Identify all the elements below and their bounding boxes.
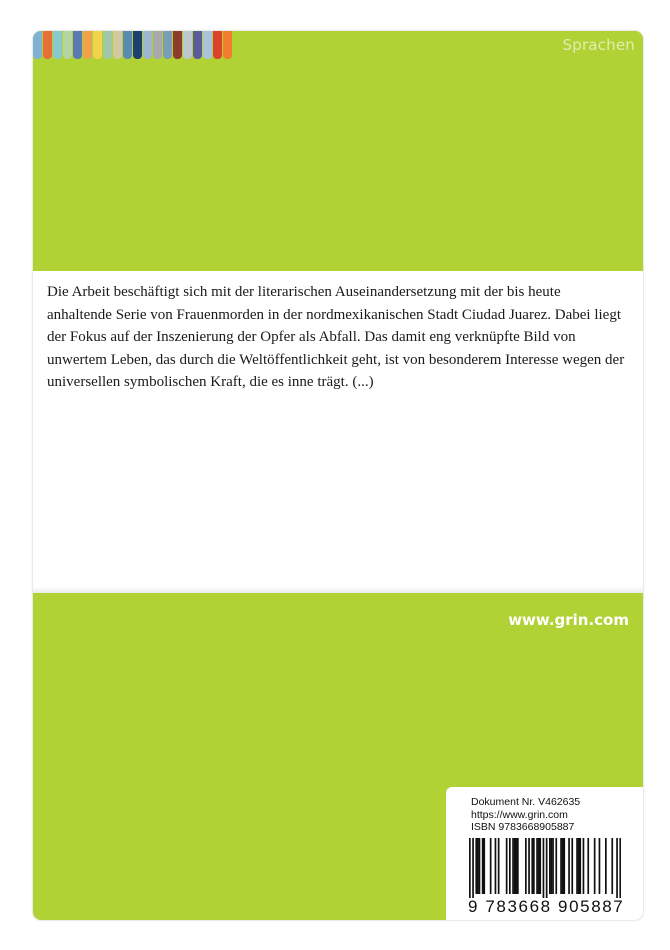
series-stripe (163, 31, 172, 59)
barcode-bar (578, 838, 580, 894)
barcode-bar (477, 838, 479, 894)
book-blurb: Die Arbeit beschäftigt sich mit der literarischen Auseinandersetzung mit der bis heute anhaltende Serie von Frauenmorden in der nordmexikanischen Stadt Ciudad Juarez. Dabei liegt der Fokus auf der Inszenierung der Opfer als Abfall. Das damit eng verknüpfte Bild von unwertem Leben, das durch die Weltöffentlichkeit geht, ist von besonderem Interesse wegen der universellen symbolischen Kraft, die es inne trägt. (...) (47, 284, 625, 390)
series-stripe (83, 31, 92, 59)
series-stripe (133, 31, 142, 59)
document-info (471, 796, 580, 834)
barcode-bar (506, 838, 508, 894)
barcode-bar (552, 838, 554, 894)
series-stripe (213, 31, 222, 59)
barcode-bar (469, 838, 471, 898)
barcode-bar (509, 838, 511, 894)
barcode-bar (528, 838, 530, 894)
series-stripe (93, 31, 102, 59)
barcode-bar (475, 838, 477, 894)
barcode-bar (539, 838, 541, 894)
barcode-bar (616, 838, 618, 898)
barcode-bar (498, 838, 500, 894)
isbn-line: ISBN 9783668905887 (471, 821, 575, 833)
barcode-bar (576, 838, 578, 894)
series-stripe (153, 31, 162, 59)
barcode-bar (546, 838, 548, 898)
barcode-bar (472, 838, 474, 898)
barcode-bar (515, 838, 517, 894)
barcode-bar (536, 838, 538, 894)
barcode-bar (563, 838, 565, 894)
series-stripe (73, 31, 82, 59)
series-stripe (203, 31, 212, 59)
barcode-bar (583, 838, 585, 894)
series-stripe (183, 31, 192, 59)
barcode-digits: 9 783668 905887 (468, 897, 625, 916)
series-stripe (53, 31, 62, 59)
document-url: https://www.grin.com (471, 808, 568, 821)
barcode-bar (512, 838, 514, 894)
series-label: Sprachen (562, 36, 635, 54)
document-number: Dokument Nr. V462635 (471, 796, 581, 808)
series-stripe (143, 31, 152, 59)
publisher-url: www.grin.com (508, 611, 629, 629)
barcode-panel (446, 787, 643, 920)
barcode-bar (599, 838, 601, 894)
book-back-cover (33, 31, 643, 920)
barcode-bar (517, 838, 519, 894)
top-color-band (33, 31, 643, 271)
barcode-bar (483, 838, 485, 894)
barcode-bar (514, 838, 516, 894)
series-stripe (223, 31, 232, 59)
series-stripe (103, 31, 112, 59)
barcode-bar (531, 838, 533, 894)
series-stripe (173, 31, 182, 59)
barcode-bar (555, 838, 557, 894)
series-stripe (193, 31, 202, 59)
barcode-bar (605, 838, 607, 894)
barcode-bar (495, 838, 497, 894)
series-stripe (43, 31, 52, 59)
bottom-color-band (33, 593, 643, 920)
barcode-bar (525, 838, 527, 894)
barcode-bar (571, 838, 573, 894)
isbn-barcode (469, 838, 621, 898)
barcode-bar (594, 838, 596, 894)
barcode-bar (568, 838, 570, 894)
barcode-bar (533, 838, 535, 894)
barcode-bar (479, 838, 481, 894)
series-color-stripes (33, 31, 233, 59)
barcode-bar (562, 838, 564, 894)
series-stripe (123, 31, 132, 59)
barcode-bar (611, 838, 613, 894)
barcode-bar (579, 838, 581, 894)
barcode-bar (587, 838, 589, 894)
barcode-bar (490, 838, 492, 894)
barcode-bar (549, 838, 551, 894)
barcode-bar (551, 838, 553, 894)
barcode-bar (538, 838, 540, 894)
series-stripe (33, 31, 42, 59)
series-stripe (113, 31, 122, 59)
series-stripe (63, 31, 72, 59)
barcode-bar (619, 838, 621, 898)
barcode-bar (543, 838, 545, 898)
barcode-bar (560, 838, 562, 894)
barcode-bar (482, 838, 484, 894)
